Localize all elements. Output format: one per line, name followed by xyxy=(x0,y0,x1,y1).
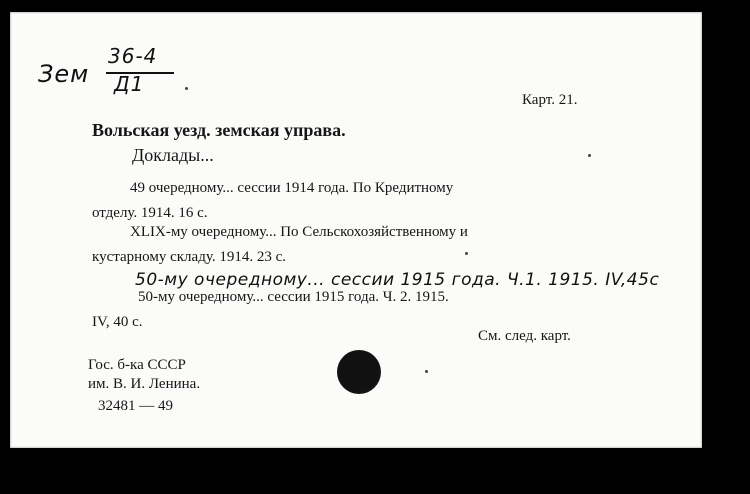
card-subheading: Доклады... xyxy=(132,145,214,165)
speck xyxy=(185,87,188,90)
library-name-2: им. В. И. Ленина. xyxy=(88,376,201,392)
entry-line: 49 очередному... сессии 1914 года. По Кредитному xyxy=(130,180,454,196)
library-number: 32481 — 49 xyxy=(98,398,173,414)
entry-line: 50-му очередному... сессии 1915 года. Ч. 2. 1915. xyxy=(138,289,449,305)
catalog-card xyxy=(10,12,702,448)
entry-line: отделу. 1914. 16 с. xyxy=(92,205,208,221)
speck xyxy=(425,370,428,373)
shelfmark-prefix: Зем xyxy=(38,60,90,88)
entry-line: кустарному складу. 1914. 23 с. xyxy=(92,249,286,265)
shelfmark-top: 36-4 xyxy=(108,44,158,68)
see-next-card: См. след. карт. xyxy=(478,328,571,344)
entry-line: XLIX-му очередному... По Сельскохозяйственному и xyxy=(130,224,468,240)
library-name: Гос. б-ка СССР xyxy=(88,357,186,373)
speck xyxy=(588,154,591,157)
speck xyxy=(465,252,468,255)
handwritten-entry: 50-му очередному... сессии 1915 года. Ч.1. 1915. IV,45с xyxy=(135,270,660,290)
entry-line: IV, 40 с. xyxy=(92,314,143,330)
shelfmark-bottom: Д1 xyxy=(114,72,145,96)
punch-hole xyxy=(337,350,381,394)
card-number: Карт. 21. xyxy=(522,92,578,108)
card-heading: Вольская уезд. земская управа. xyxy=(92,120,346,140)
